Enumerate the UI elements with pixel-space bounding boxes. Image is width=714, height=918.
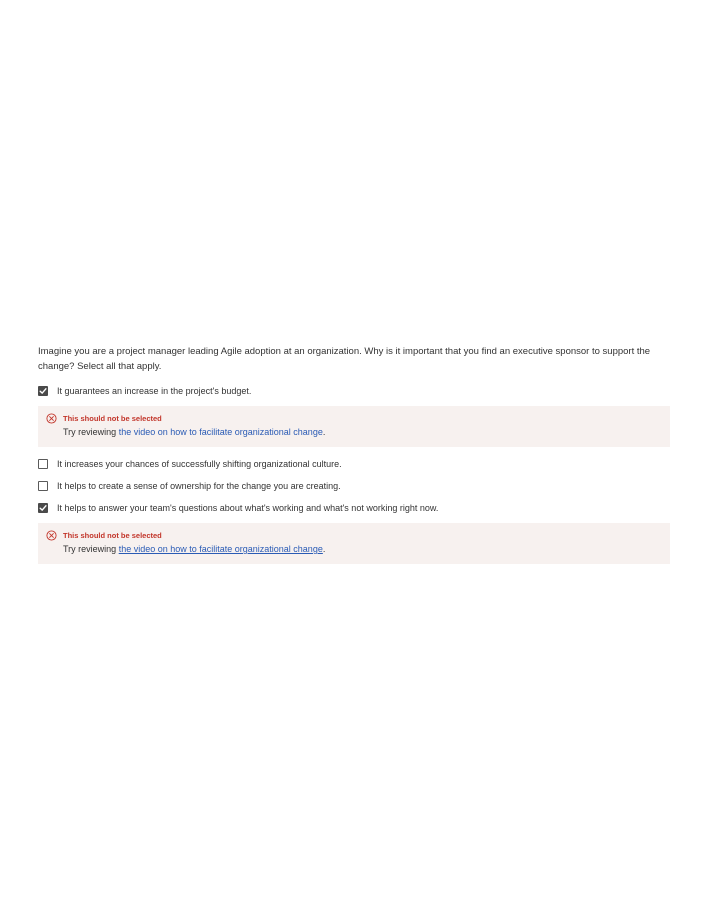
option-label: It guarantees an increase in the project's budget.	[57, 386, 252, 396]
check-icon	[39, 504, 47, 512]
checkbox-unchecked[interactable]	[38, 459, 48, 469]
review-video-link[interactable]: the video on how to facilitate organizational change	[118, 544, 323, 554]
checkbox-unchecked[interactable]	[38, 481, 48, 491]
feedback-prefix: Try reviewing	[63, 427, 119, 437]
option-team-questions[interactable]	[38, 501, 670, 515]
feedback-suffix: .	[322, 427, 326, 437]
quiz-question-block	[38, 344, 670, 574]
review-video-link[interactable]: the video on how to facilitate organizational change	[118, 427, 323, 437]
option-culture[interactable]	[38, 457, 670, 471]
feedback-title: This should not be selected	[63, 531, 162, 540]
option-ownership[interactable]	[38, 479, 670, 493]
option-budget[interactable]	[38, 384, 670, 398]
check-icon	[39, 387, 47, 395]
feedback-message	[63, 543, 670, 556]
feedback-message	[63, 426, 670, 439]
feedback-incorrect	[38, 523, 670, 564]
option-label: It helps to answer your team's questions about what's working and what's not working right now.	[57, 503, 439, 513]
error-circle-x-icon	[46, 530, 57, 541]
feedback-suffix: .	[322, 544, 326, 554]
feedback-prefix: Try reviewing	[63, 544, 119, 554]
checkbox-checked[interactable]	[38, 503, 48, 513]
feedback-incorrect	[38, 406, 670, 447]
checkbox-checked[interactable]	[38, 386, 48, 396]
option-label: It increases your chances of successfully shifting organizational culture.	[57, 459, 342, 469]
option-label: It helps to create a sense of ownership for the change you are creating.	[57, 481, 341, 491]
question-text: Imagine you are a project manager leading Agile adoption at an organization. Why is it important that you find an executive sponsor to support the change? Select all that apply.	[38, 346, 651, 372]
feedback-title: This should not be selected	[63, 414, 162, 423]
error-circle-x-icon	[46, 413, 57, 424]
